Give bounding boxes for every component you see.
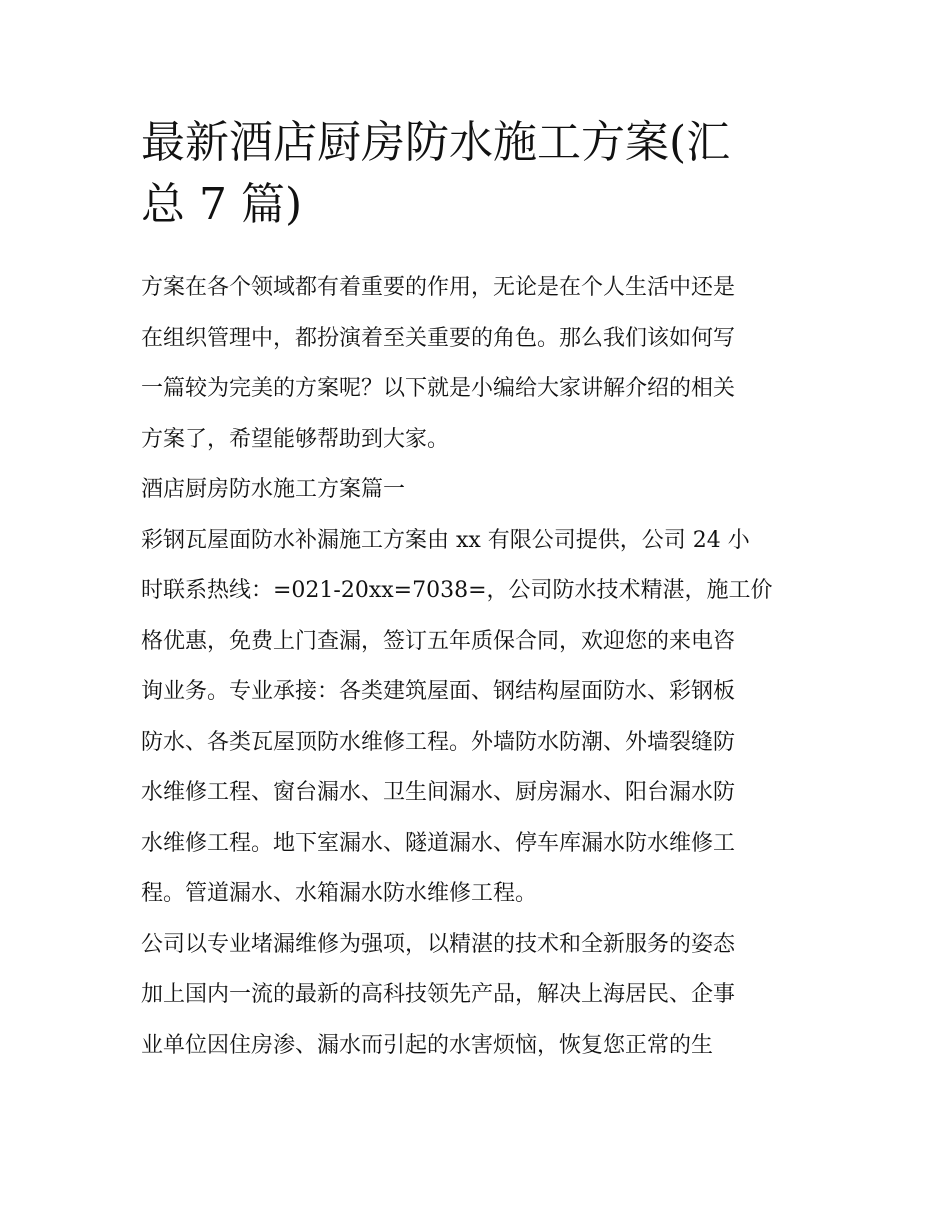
body-line: 询业务。专业承接：各类建筑屋面、钢结构屋面防水、彩钢板 — [141, 679, 736, 704]
intro-line: 方案了，希望能够帮助到大家。 — [141, 426, 450, 452]
body-line: 加上国内一流的最新的高科技领先产品，解决上海居民、企事 — [141, 982, 736, 1007]
body-line: 水维修工程、窗台漏水、卫生间漏水、厨房漏水、阳台漏水防 — [141, 780, 736, 805]
intro-line: 在组织管理中，都扮演着至关重要的角色。那么我们该如何写 — [141, 325, 736, 351]
title-line: 最新酒店厨房防水施工方案(汇 — [141, 117, 731, 168]
body-paragraph-1 — [141, 516, 811, 920]
body-paragraph-2 — [141, 920, 811, 1072]
body-line: 格优惠，免费上门查漏，签订五年质保合同，欢迎您的来电咨 — [141, 628, 736, 654]
intro-line: 方案在各个领域都有着重要的作用，无论是在个人生活中还是 — [141, 275, 736, 300]
intro-line: 一篇较为完美的方案呢？以下就是小编给大家讲解介绍的相关 — [141, 376, 736, 401]
document-title — [141, 112, 811, 236]
body-line: 彩钢瓦屋面防水补漏施工方案由 xx 有限公司提供，公司 24 小 — [141, 527, 750, 553]
body-line: 水维修工程。地下室漏水、隧道漏水、停车库漏水防水维修工 — [141, 830, 736, 856]
intro-paragraph — [141, 263, 811, 465]
body-line: 公司以专业堵漏维修为强项，以精湛的技术和全新服务的姿态 — [141, 931, 736, 957]
body-line: 防水、各类瓦屋顶防水维修工程。外墙防水防潮、外墙裂缝防 — [141, 729, 736, 755]
body-line: 时联系热线：=021-20xx=7038=，公司防水技术精湛，施工价 — [141, 578, 773, 603]
body-line: 业单位因住房渗、漏水而引起的水害烦恼，恢复您正常的生 — [141, 1032, 714, 1058]
body-line: 程。管道漏水、水箱漏水防水维修工程。 — [141, 881, 538, 906]
section-heading: 酒店厨房防水施工方案篇一 — [141, 477, 406, 502]
title-line: 总 7 篇) — [141, 179, 303, 230]
document-content — [141, 112, 811, 1071]
